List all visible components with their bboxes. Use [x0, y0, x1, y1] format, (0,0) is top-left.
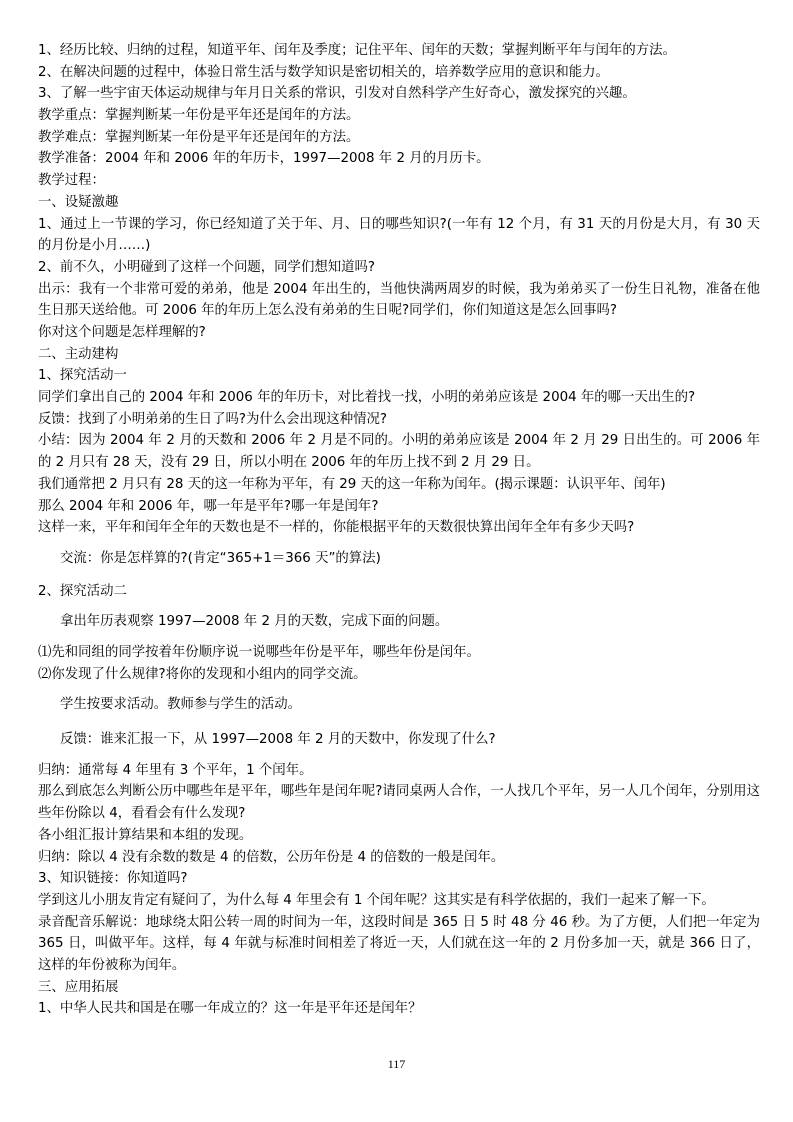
activity-1-which-year: 那么 2004 年和 2006 年，哪一年是平年?哪一年是闰年?: [38, 498, 379, 514]
section-1-show: 出示：我有一个非常可爱的弟弟，他是 2004 年出生的，当他快满两周岁的时候，我为弟弟买了一份生日礼物，准备在他生日那天送给他。可 2006 年的年历上怎么没有弟弟的生日呢?同学们，你们知道这是怎么回事吗?: [38, 281, 760, 319]
activity-1-heading: 1、探究活动一: [38, 368, 127, 384]
knowledge-link-audio: 录音配音乐解说：地球绕太阳公转一周的时间为一年，这段时间是 365 日 5 时 48 分 46 秒。为了方便，人们把一年定为 365 日，叫做平年。这样，每 4 年就与标准时间相差了将近一天，人们就在这一年的 2 月份多加一天，就是 366 日了，这样的年份被称为闰年。: [38, 914, 760, 973]
activity-2-heading: 2、探究活动二: [38, 583, 127, 599]
section-1-item-1: 1、通过上一节课的学习，你已经知道了关于年、月、日的哪些知识?(一年有 12 个月，有 31 天的月份是大月，有 30 天的月份是小月……): [38, 216, 760, 254]
activity-1-line-1: 同学们拿出自己的 2004 年和 2006 年的年历卡，对比着找一找，小明的弟弟应该是 2004 年的哪一天出生的?: [38, 390, 696, 406]
teaching-process-heading: 教学过程：: [38, 173, 105, 189]
knowledge-link-line: 学到这儿小朋友肯定有疑问了，为什么每 4 年里会有 1 个闰年呢？这其实是有科学依据的，我们一起来了解一下。: [38, 892, 715, 908]
section-1-item-2: 2、前不久，小明碰到了这样一个问题，同学们想知道吗?: [38, 259, 375, 275]
activity-2-question-2: ⑵你发现了什么规律?将你的发现和小组内的同学交流。: [38, 666, 367, 682]
document-body: [38, 40, 760, 1020]
activity-2-question-1: ⑴先和同组的同学按着年份顺序说一说哪些年份是平年，哪些年份是闰年。: [38, 644, 480, 660]
activity-2-intro: 拿出年历表观察 1997—2008 年 2 月的天数，完成下面的问题。: [60, 614, 449, 630]
activity-1-definition: 我们通常把 2 月只有 28 天的这一年称为平年，有 29 天的这一年称为闰年。(揭示课题：认识平年、闰年): [38, 476, 666, 492]
knowledge-link-heading: 3、知识链接：你知道吗?: [38, 871, 188, 887]
section-1-heading: 一、设疑激趣: [38, 194, 119, 210]
teaching-key-point: 教学重点：掌握判断某一年份是平年还是闰年的方法。: [38, 108, 360, 124]
objective-3: 3、了解一些宇宙天体运动规律与年月日关系的常识，引发对自然科学产生好奇心，激发探究的兴趣。: [38, 86, 636, 102]
activity-2-task: 那么到底怎么判断公历中哪些年是平年，哪些年是闰年呢?请同桌两人合作，一人找几个平年，另一人几个闰年，分别用这些年份除以 4，看看会有什么发现?: [38, 784, 760, 822]
activity-2-student-activity: 学生按要求活动。教师参与学生的活动。: [60, 697, 302, 713]
section-3-heading: 三、应用拓展: [38, 979, 119, 995]
page-number: 117: [387, 1057, 406, 1071]
teaching-preparation: 教学准备：2004 年和 2006 年的年历卡，1997—2008 年 2 月的月历卡。: [38, 151, 490, 167]
objective-1: 1、经历比较、归纳的过程，知道平年、闰年及季度；记住平年、闰年的天数；掌握判断平年与闰年的方法。: [38, 43, 676, 58]
activity-2-conclusion-2: 归纳：除以 4 没有余数的数是 4 的倍数，公历年份是 4 的倍数的一般是闰年。: [38, 849, 505, 865]
section-2-heading: 二、主动建构: [38, 346, 119, 362]
activity-1-exchange: 交流：你是怎样算的?(肯定“365+1＝366 天”的算法): [60, 550, 381, 566]
activity-1-summary: 小结：因为 2004 年 2 月的天数和 2006 年 2 月是不同的。小明的弟弟应该是 2004 年 2 月 29 日出生的。可 2006 年的 2 月只有 28 天，没有 29 日，所以小明在 2006 年的年历上找不到 2 月 29 日。: [38, 433, 760, 471]
objective-2: 2、在解决问题的过程中，体验日常生活与数学知识是密切相关的，培养数学应用的意识和能力。: [38, 64, 609, 80]
activity-2-conclusion-1: 归纳：通常每 4 年里有 3 个平年，1 个闰年。: [38, 762, 313, 778]
activity-1-days: 这样一来，平年和闰年全年的天数也是不一样的，你能根据平年的天数很快算出闰年全年有多少天吗?: [38, 520, 635, 536]
section-3-item-1: 1、中华人民共和国是在哪一年成立的？这一年是平年还是闰年？: [38, 1001, 422, 1017]
activity-2-report: 各小组汇报计算结果和本组的发现。: [38, 827, 253, 843]
activity-1-line-2: 反馈：找到了小明弟弟的生日了吗?为什么会出现这种情况?: [38, 411, 387, 427]
section-1-question: 你对这个问题是怎样理解的?: [38, 325, 206, 340]
activity-2-feedback: 反馈：谁来汇报一下，从 1997—2008 年 2 月的天数中，你发现了什么?: [60, 732, 496, 748]
teaching-difficulty: 教学难点：掌握判断某一年份是平年还是闰年的方法。: [38, 129, 360, 145]
